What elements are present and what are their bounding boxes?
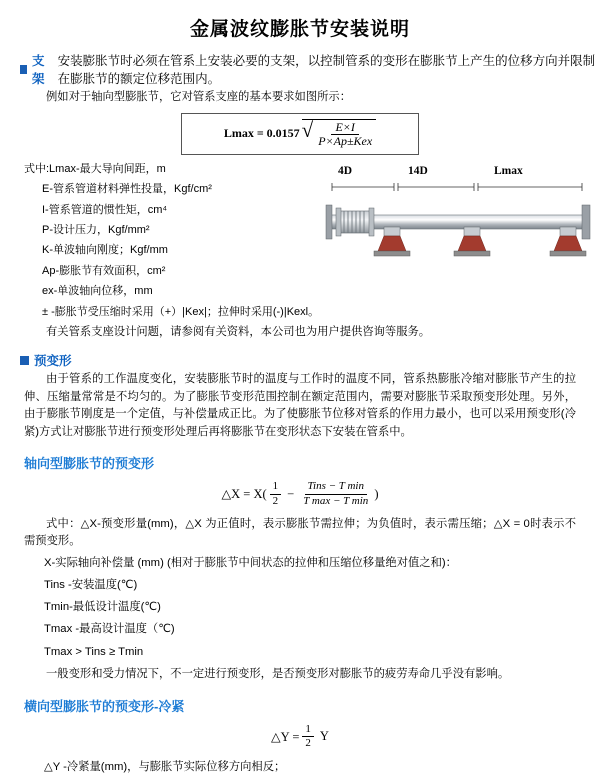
axial-note-6: 一般变形和受力情况下，不一定进行预变形，是否预变形对膨胀节的疲劳寿命几乎没有影响。	[46, 667, 510, 680]
equation-axial-frac2-num: Tins − T min	[305, 480, 367, 494]
axial-note-0: 式中：△X-预变形量(mm)，△X 为正值时，表示膨胀节需拉伸；为负值时，表示需压缩；△X = 0时表示不需预变形。	[24, 517, 576, 548]
blue-square-icon	[20, 65, 27, 74]
formula-lmax-lhs: Lmax = 0.0157	[223, 126, 300, 141]
document-page	[0, 14, 600, 774]
subheading-axial: 轴向型膨胀节的预变形	[24, 456, 155, 472]
lateral-note-0: △Y -冷紧量(mm)，与膨胀节实际位移方向相反；	[44, 761, 286, 774]
formula-radical-icon	[302, 119, 377, 150]
axial-note-3: Tmin-最低设计温度(℃)	[44, 601, 161, 614]
equation-axial-frac1-den: 2	[272, 494, 279, 507]
page-title: 金属波纹膨胀节安装说明	[189, 19, 410, 40]
formula-lmax-numerator: √ E×I	[331, 121, 358, 136]
definition-item: Ap-膨胀节有效面积，cm²	[42, 264, 166, 277]
equation-lateral-lhs: △Y =	[271, 729, 300, 744]
equation-lateral-frac-num: 1	[302, 723, 314, 737]
axial-note-4: Tmax -最高设计温度（℃)	[44, 623, 175, 636]
formula-lmax	[181, 113, 419, 156]
figure-label-4d: 4D	[338, 165, 353, 178]
figure-label-14d: 14D	[408, 165, 428, 178]
equation-axial-frac1-num: 1	[270, 480, 282, 494]
equation-axial-minus: −	[287, 486, 295, 501]
equation-lateral-rhs: Y	[319, 729, 329, 744]
axial-note-5: Tmax > Tins ≥ Tmin	[44, 645, 144, 658]
pipe-support-figure	[324, 165, 592, 277]
axial-note-1: X-实际轴向补偿量 (mm) (相对于膨胀节中间状态的拉伸和压缩位移量绝对值之和)：	[44, 556, 457, 569]
equation-axial	[0, 480, 600, 507]
bracket-paragraph-inline: 安装膨胀节时必须在管系上安装必要的支架，以控制管系的变形在膨胀节上产生的位移方向并限制在膨胀节的额定位移范围内。	[57, 54, 596, 86]
equation-axial-rhs: )	[374, 486, 379, 501]
section-heading-predeform	[20, 351, 600, 369]
predeform-paragraph: 由于管系的工作温度变化，安装膨胀节时的温度与工作时的温度不同，管系热膨胀冷缩对膨胀节产生的拉伸、压缩量常常是不均匀的。为了膨胀节变形范围控制在额定范围内，需要对膨胀节采取预变形处理。另外，由于膨胀节刚度是一个定值，与补偿量成正比。为了使膨胀节位移对管系的作用力最小，也可以采用预变形(冷紧)方式让对膨胀节进行预变形处理后再将膨胀节在变形状态下安装在管系中。	[24, 373, 576, 438]
equation-axial-frac2	[300, 480, 371, 507]
consult-note: 有关管系支座设计问题，请参阅有关资料，本公司也为用户提供咨询等服务。	[46, 325, 431, 338]
definition-item: ex-单波轴向位移，mm	[42, 285, 153, 298]
section-heading-predeform-label: 预变形	[34, 354, 72, 369]
blue-square-icon	[20, 356, 29, 365]
figure-label-lmax: Lmax	[494, 165, 523, 178]
definition-item: ± -膨胀节受压缩时采用（+）|Kex|；拉伸时采用(-)|Kexl。	[42, 305, 320, 318]
definitions-list	[24, 159, 320, 322]
definition-item: 式中:Lmax-最大导向间距，m	[24, 163, 166, 176]
equation-lateral-frac-den: 2	[305, 737, 311, 750]
equation-axial-frac2-den: T max − T min	[303, 494, 369, 507]
equation-axial-lhs: △X = X(	[221, 487, 267, 502]
pipe-diagram-svg	[324, 181, 592, 275]
definition-item: I-管系管道的惯性矩，cm⁴	[42, 203, 168, 216]
definition-item: K-单波轴向刚度；Kgf/mm	[42, 244, 168, 257]
definitions-and-figure	[0, 159, 600, 322]
figure-labels	[324, 165, 592, 181]
subheading-lateral: 横向型膨胀节的预变形-冷紧	[24, 698, 185, 714]
section-heading-bracket	[20, 51, 600, 87]
formula-lmax-denominator: P×Ap±Kex	[318, 134, 373, 149]
definition-item: P-设计压力，Kgf/mm²	[42, 224, 150, 237]
equation-axial-frac1	[270, 480, 282, 507]
bracket-paragraph-2: 例如对于轴向型膨胀节，它对管系支座的基本要求如图所示：	[46, 91, 352, 103]
definition-item: E-管系管道材料弹性投量，Kgf/cm²	[42, 183, 212, 196]
axial-note-2: Tins -安装温度(℃)	[44, 578, 138, 591]
section-heading-bracket-label: 支架	[31, 54, 45, 86]
